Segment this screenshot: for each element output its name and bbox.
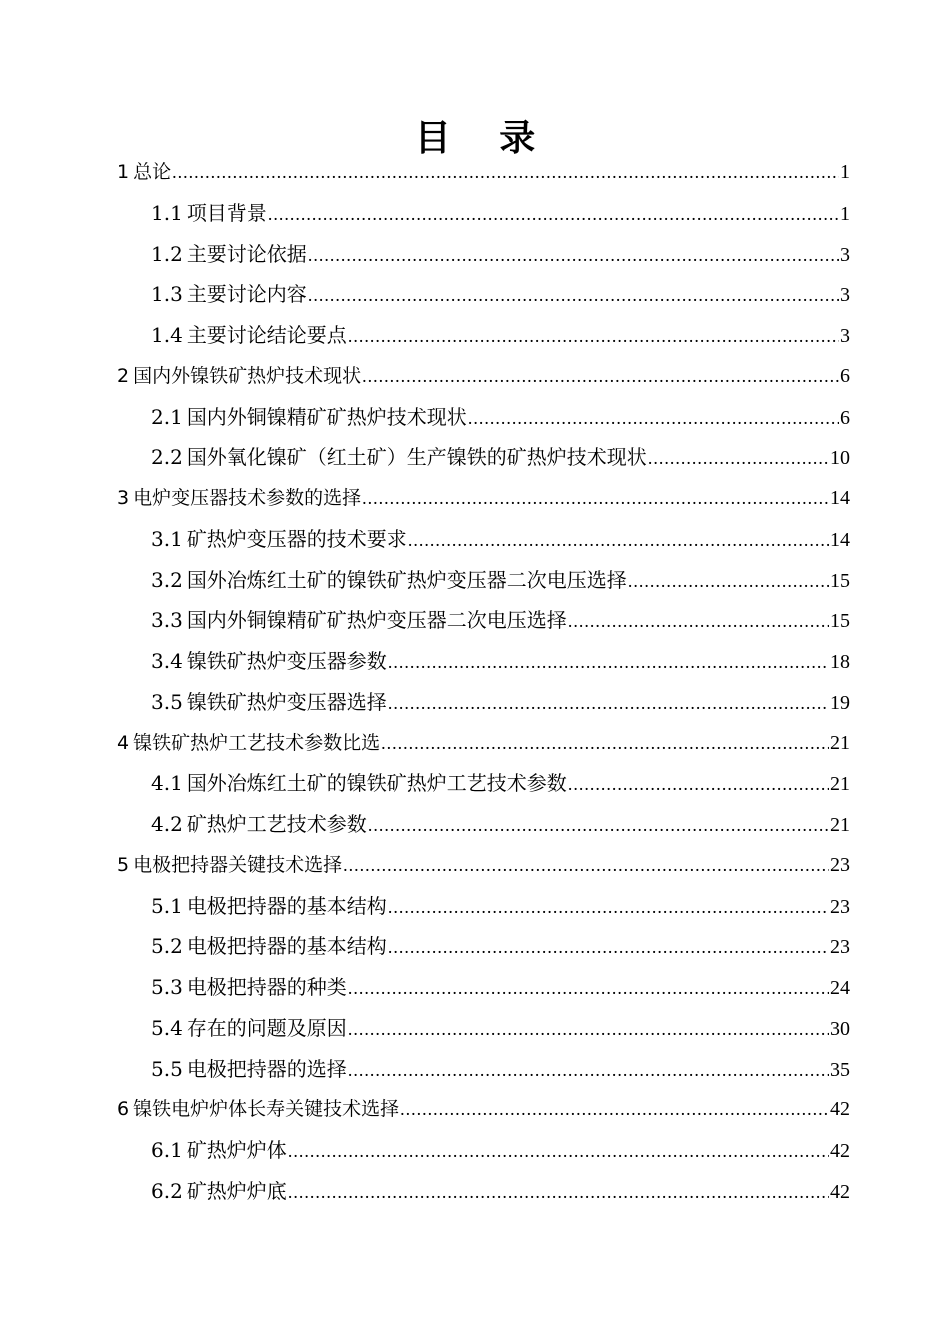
toc-page-number: 42 (830, 1098, 850, 1121)
toc-chapter-entry[interactable] (117, 478, 850, 518)
toc-section-entry[interactable] (151, 600, 850, 640)
dot-leader (172, 152, 839, 192)
toc-entry-number: 5.5 (151, 1056, 183, 1081)
toc-section-entry[interactable] (151, 763, 850, 803)
dot-leader (348, 316, 839, 356)
toc-entry-number: 5.4 (151, 1015, 183, 1040)
toc-page-number: 19 (830, 691, 850, 714)
toc-section-entry[interactable] (151, 1049, 850, 1089)
toc-section-entry[interactable] (151, 1008, 850, 1048)
toc-entry-number: 5 (117, 853, 130, 876)
toc-page-number: 3 (840, 243, 850, 266)
toc-page-number: 23 (830, 895, 850, 918)
toc-entry-title: 矿热炉炉底 (186, 1178, 287, 1203)
toc-page-number: 14 (830, 528, 850, 551)
dot-leader (388, 927, 829, 967)
toc-page-number: 42 (830, 1180, 850, 1203)
toc-section-entry[interactable] (151, 886, 850, 926)
toc-entry-title: 国外氧化镍矿（红土矿）生产镍铁的矿热炉技术现状 (186, 445, 647, 470)
toc-section-entry[interactable] (151, 234, 850, 274)
toc-page-number: 23 (830, 936, 850, 959)
dot-leader (568, 764, 829, 804)
dot-leader (648, 438, 829, 478)
toc-page-number: 21 (830, 731, 850, 754)
toc-page-number: 10 (830, 447, 850, 470)
toc-entry-title: 国外冶炼红土矿的镍铁矿热炉工艺技术参数 (186, 771, 567, 796)
toc-entry-title: 国外冶炼红土矿的镍铁矿热炉变压器二次电压选择 (186, 567, 627, 592)
toc-entry-number: 1.2 (151, 241, 183, 266)
toc-entry-title: 主要讨论依据 (186, 241, 307, 266)
toc-entry-title: 电极把持器的选择 (186, 1056, 347, 1081)
toc-entry-title: 电极把持器关键技术选择 (133, 853, 343, 876)
toc-chapter-entry[interactable] (117, 845, 850, 885)
toc-entry-title: 总论 (133, 161, 172, 183)
toc-entry-number: 5.3 (151, 975, 183, 999)
toc-page-number: 42 (830, 1140, 850, 1162)
toc-page-number: 1 (840, 202, 850, 225)
dot-leader (288, 1131, 829, 1171)
dot-leader (362, 356, 839, 396)
toc-entry-title: 电极把持器的基本结构 (186, 934, 387, 959)
toc-entry-number: 5.1 (151, 893, 183, 918)
toc-entry-title: 电炉变压器技术参数的选择 (133, 487, 362, 509)
toc-entry-number: 4.2 (151, 812, 183, 836)
toc-entry-number: 3.4 (151, 649, 183, 673)
dot-leader (388, 642, 829, 682)
toc-section-entry[interactable] (151, 1130, 850, 1170)
dot-leader (288, 1172, 829, 1212)
toc-page-number: 3 (840, 284, 850, 307)
toc-page-number: 21 (830, 814, 850, 836)
dot-leader (568, 601, 829, 641)
toc-entry-number: 2.1 (151, 404, 183, 429)
toc-entry-title: 矿热炉变压器的技术要求 (186, 526, 407, 551)
toc-page-number: 15 (830, 569, 850, 592)
toc-entry-title: 矿热炉工艺技术参数 (186, 812, 367, 836)
dot-leader (348, 1050, 829, 1090)
toc-entry-number: 3 (117, 487, 130, 509)
dot-leader (308, 275, 839, 315)
toc-section-entry[interactable] (151, 315, 850, 355)
toc-page-number: 1 (840, 161, 850, 183)
dot-leader (628, 561, 829, 601)
toc-entry-number: 4 (117, 731, 130, 754)
toc-entry-title: 主要讨论结论要点 (186, 323, 347, 347)
toc-section-entry[interactable] (151, 397, 850, 437)
toc-entry-title: 存在的问题及原因 (186, 1015, 347, 1040)
page-title: 目 录 (414, 118, 554, 159)
toc-entry-title: 国内外铜镍精矿矿热炉技术现状 (186, 404, 467, 429)
toc-page-number: 18 (830, 651, 850, 673)
dot-leader (388, 683, 829, 723)
toc-page-number: 21 (830, 773, 850, 796)
toc-entry-number: 5.2 (151, 934, 183, 959)
toc-entry-title: 国内外铜镍精矿矿热炉变压器二次电压选择 (186, 608, 567, 633)
toc-entry-title: 主要讨论内容 (186, 282, 307, 307)
toc-section-entry[interactable] (151, 193, 850, 233)
toc-section-entry[interactable] (151, 926, 850, 966)
dot-leader (368, 805, 829, 845)
toc-entry-number: 4.1 (151, 771, 183, 796)
toc-entry-title: 矿热炉炉体 (186, 1138, 287, 1162)
toc-chapter-entry[interactable] (117, 356, 850, 396)
dot-leader (348, 968, 829, 1008)
toc-entry-title: 国内外镍铁矿热炉技术现状 (133, 364, 362, 387)
toc-entry-number: 3.2 (151, 567, 183, 592)
toc-entry-number: 2 (117, 364, 130, 387)
toc-chapter-entry[interactable] (117, 1089, 850, 1129)
toc-page-number: 15 (830, 610, 850, 633)
toc-entry-title: 电极把持器的种类 (186, 975, 347, 999)
toc-section-entry[interactable] (151, 804, 850, 844)
toc-entry-number: 2.2 (151, 445, 183, 470)
toc-entry-number: 1.4 (151, 323, 183, 347)
dot-leader (308, 235, 839, 275)
toc-entry-title: 镍铁矿热炉工艺技术参数比选 (133, 731, 381, 754)
toc-chapter-entry[interactable] (117, 152, 850, 192)
toc-entry-title: 项目背景 (186, 200, 267, 225)
toc-page-number: 23 (830, 853, 850, 876)
dot-leader (381, 723, 829, 763)
toc-entry-title: 电极把持器的基本结构 (186, 893, 387, 918)
dot-leader (388, 887, 829, 927)
toc-entry-title: 镍铁电炉炉体长寿关键技术选择 (133, 1098, 400, 1121)
toc-section-entry[interactable] (151, 1171, 850, 1211)
toc-entry-number: 3.3 (151, 608, 183, 633)
toc-section-entry[interactable] (151, 437, 850, 477)
toc-section-entry[interactable] (151, 560, 850, 600)
toc-page-number: 6 (840, 406, 850, 429)
dot-leader (468, 398, 839, 438)
toc-section-entry[interactable] (151, 641, 850, 681)
toc-entry-title: 镍铁矿热炉变压器参数 (186, 649, 387, 673)
toc-page-number: 6 (840, 364, 850, 387)
toc-entry-number: 1.1 (151, 200, 183, 225)
toc-section-entry[interactable] (151, 519, 850, 559)
toc-entry-number: 6.2 (151, 1178, 183, 1203)
dot-leader (362, 478, 829, 518)
toc-page-number: 35 (830, 1058, 850, 1081)
toc-page-number: 24 (830, 977, 850, 999)
toc-entry-number: 6 (117, 1098, 130, 1121)
toc-entry-number: 3.5 (151, 689, 183, 714)
toc-entry-title: 镍铁矿热炉变压器选择 (186, 689, 387, 714)
toc-section-entry[interactable] (151, 682, 850, 722)
dot-leader (400, 1089, 829, 1129)
toc-page-number: 14 (830, 487, 850, 509)
toc-chapter-entry[interactable] (117, 723, 850, 763)
toc-section-entry[interactable] (151, 967, 850, 1007)
toc-entry-number: 3.1 (151, 526, 183, 551)
toc-page-number: 3 (840, 325, 850, 347)
dot-leader (343, 845, 829, 885)
toc-entry-number: 1.3 (151, 282, 183, 307)
dot-leader (348, 1009, 829, 1049)
toc-entry-number: 6.1 (151, 1138, 183, 1162)
dot-leader (408, 520, 829, 560)
toc-section-entry[interactable] (151, 274, 850, 314)
dot-leader (268, 194, 839, 234)
toc-page-number: 30 (830, 1017, 850, 1040)
toc-entry-number: 1 (117, 161, 130, 183)
